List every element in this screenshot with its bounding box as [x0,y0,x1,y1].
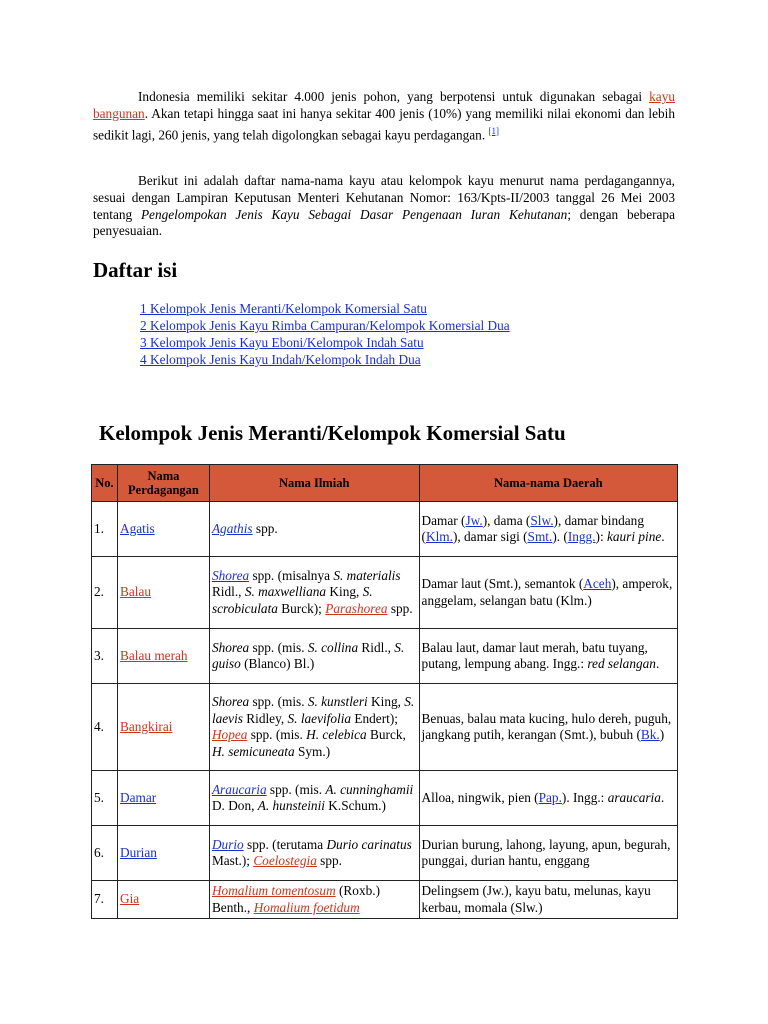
species-link[interactable]: Homalium tomentosum [211,883,336,898]
trade-name-link[interactable]: Balau [119,584,151,600]
reference-link[interactable]: [1] [488,125,499,136]
toc-item[interactable]: 3 Kelompok Jenis Kayu Eboni/Kelompok Indah Satu [140,335,424,350]
genus-link[interactable]: Parashorea [325,600,388,616]
scientific-name: Agathis spp. [209,502,419,557]
scientific-name: Shorea spp. (mis. S. collina Ridl., S. guiso (Blanco) Bl.) [209,629,419,684]
toc-item[interactable]: 4 Kelompok Jenis Kayu Indah/Kelompok Indah Dua [140,352,421,367]
trade-name-link[interactable]: Balau merah [119,647,188,663]
scientific-name: Durio spp. (terutama Durio carinatus Mast.); Coelostegia spp. [209,826,419,881]
row-no: 5. [92,771,118,826]
link-kayu-bangunan[interactable]: kayu bangunan [93,89,675,121]
text: ; dengan beberapa penyesuaian. [93,206,675,239]
species-link[interactable]: Homalium foetidum [253,899,360,915]
language-link[interactable]: Ingg. [567,529,596,544]
scientific-name: Homalium tomentosum (Roxb.) Benth., Homalium foetidum [209,881,419,919]
header-scientific-name: Nama Ilmiah [209,465,419,502]
genus-link[interactable]: Hopea [211,727,248,742]
header-no: No. [92,465,118,502]
region-link[interactable]: Bk. [640,727,660,742]
header-trade-name: Nama Perdagangan [117,465,209,502]
scientific-name: Shorea spp. (misalnya S. materialis Ridl., S. maxwelliana King, S. scrobiculata Burck); Parashorea spp. [209,557,419,629]
decree-title: Pengelompokan Jenis Kayu Sebagai Dasar Pengenaan Iuran Kehutanan [140,206,568,222]
table-row [92,557,678,629]
row-no: 7. [92,881,118,919]
scientific-name: Araucaria spp. (mis. A. cunninghamii D. Don, A. hunsteinii K.Schum.) [209,771,419,826]
genus-link[interactable]: Araucaria [211,781,267,797]
trade-name-link[interactable]: Gia [119,891,140,907]
text: Berikut ini adalah daftar nama-nama kayu atau kelompok kayu menurut nama perdagangannya, sesuai dengan Lampiran Keputusan Menteri Kehutanan Nomor: 163/Kpts-II/2003 tanggal 26 Mei 2003 tentang [93,173,675,222]
table-row [92,771,678,826]
genus-link[interactable]: Coelostegia [253,853,317,868]
genus-link[interactable]: Agathis [211,520,253,536]
local-names: Delingsem (Jw.), kayu batu, melunas, kayu kerbau, momala (Slw.) [419,881,677,919]
table-row [92,826,678,881]
scientific-name: Shorea spp. (mis. S. kunstleri King, S. laevis Ridley, S. laevifolia Endert); Hopea spp. (mis. H. celebica Burck, H. semicuneata Sym.) [209,684,419,771]
region-link[interactable]: Jw. [465,512,483,528]
trade-name-link[interactable]: Durian [119,844,157,860]
table-row [92,684,678,771]
row-no: 4. [92,684,118,771]
toc-item[interactable]: 2 Kelompok Jenis Kayu Rimba Campuran/Kelompok Komersial Dua [140,318,510,333]
intro-paragraph-2 [93,173,675,240]
toc-title: Daftar isi [93,258,178,282]
local-names: Benuas, balau mata kucing, hulo dereh, puguh, jangkang putih, kerangan (Smt.), bubuh (Bk.) [419,684,677,771]
row-no: 2. [92,557,118,629]
region-link[interactable]: Smt. [527,529,553,544]
row-no: 6. [92,826,118,881]
local-names: Damar (Jw.), dama (Slw.), damar bindang (Klm.), damar sigi (Smt.). (Ingg.): kauri pine. [419,502,677,557]
table-row [92,629,678,684]
wood-table [91,464,678,919]
local-names: Durian burung, lahong, layung, apun, begurah, punggai, durian hantu, enggang [419,826,677,881]
region-link[interactable]: Pap. [538,789,562,805]
table-row [92,502,678,557]
table-header-row [92,465,678,502]
local-names: Alloa, ningwik, pien (Pap.). Ingg.: araucaria. [419,771,677,826]
table-of-contents [140,300,510,368]
genus-link[interactable]: Durio [211,836,244,852]
local-names: Balau laut, damar laut merah, batu tuyang, putang, lempung abang. Ingg.: red selangan. [419,629,677,684]
region-link[interactable]: Klm. [425,529,453,544]
trade-name-link[interactable]: Agatis [119,520,155,536]
region-link[interactable]: Slw. [530,512,554,528]
header-local-names: Nama-nama Daerah [419,465,677,502]
text: Indonesia memiliki sekitar 4.000 jenis pohon, yang berpotensi untuk digunakan sebagai [138,89,650,104]
row-no: 3. [92,629,118,684]
intro-paragraph-1 [93,89,675,144]
region-link[interactable]: Aceh [583,576,612,591]
local-names: Damar laut (Smt.), semantok (Aceh), amperok, anggelam, selangan batu (Klm.) [419,557,677,629]
section-title: Kelompok Jenis Meranti/Kelompok Komersial Satu [99,421,566,445]
text: . Akan tetapi hingga saat ini hanya sekitar 400 jenis (10%) yang memiliki nilai ekonomi dan lebih sedikit lagi, 260 jenis, yang telah digolongkan sebagai kayu perdagangan. [93,105,675,143]
trade-name-link[interactable]: Bangkirai [119,718,173,734]
trade-name-link[interactable]: Damar [119,789,157,805]
genus-link[interactable]: Shorea [211,567,250,583]
toc-item[interactable]: 1 Kelompok Jenis Meranti/Kelompok Komersial Satu [140,301,427,316]
table-row [92,881,678,919]
row-no: 1. [92,502,118,557]
